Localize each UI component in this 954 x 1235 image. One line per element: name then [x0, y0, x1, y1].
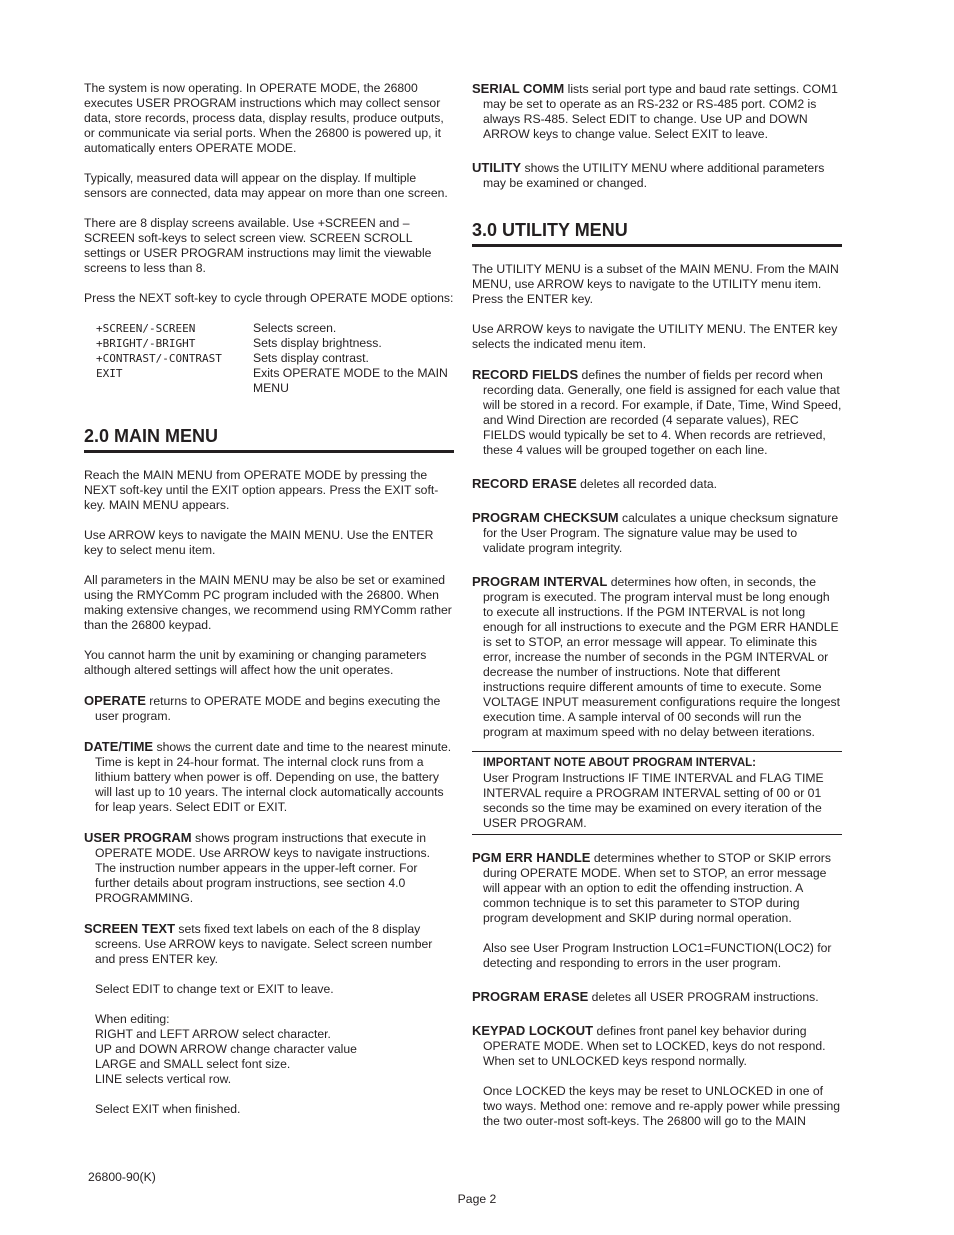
page-number: Page 2	[457, 1192, 497, 1206]
term-text: calculates a unique checksum signature for the User Program. The signature value may be used to validate program integrity.	[483, 511, 839, 555]
editing-line: LINE selects vertical row.	[95, 1072, 232, 1086]
note-title: IMPORTANT NOTE ABOUT PROGRAM INTERVAL:	[483, 757, 757, 769]
term-label: OPERATE	[84, 693, 146, 708]
term-label: SCREEN TEXT	[84, 921, 176, 936]
intro-paragraph: Typically, measured data will appear on the display. If multiple sensors are connected, data may appear on more than one screen.	[84, 171, 448, 200]
utility-paragraph: The UTILITY MENU is a subset of the MAIN MENU. From the MAIN MENU, use ARROW keys to navigate to the UTILITY menu item. Press the ENTER key.	[472, 262, 839, 306]
utility-paragraph: Use ARROW keys to navigate the UTILITY MENU. The ENTER key selects the indicated menu item.	[472, 322, 838, 351]
term-text: defines front panel key behavior during OPERATE MODE. When set to LOCKED, keys do not respond. When set to UNLOCKED keys respond normally.	[483, 1024, 826, 1068]
main-menu-paragraph: All parameters in the MAIN MENU may be also be set or examined using the RMYComm PC program included with the 26800. When making extensive changes, we recommend using RMYComm rather than the 26800 keypad.	[84, 573, 452, 632]
operate-options-list	[96, 321, 454, 396]
screen-text-editing-list	[84, 1012, 454, 1087]
term-text: deletes all recorded data.	[576, 477, 717, 491]
intro-paragraph: There are 8 display screens available. Use +SCREEN and –SCREEN soft-keys to select screen view. SCREEN SCROLL settings or USER PROGRAM instructions may limit the viewable screens to less than 8.	[84, 216, 432, 275]
menu-item-record-fields	[472, 367, 842, 458]
term-text: defines the number of fields per record when recording data. Generally, one field is assigned for each value that will be stored in a record. For example, if Date, Time, Wind Speed, and Wind Direction are recorded (4 separate values), REC FIELDS would typically be set to 4. When records are retrieved, these 4 values will be grouped together on each line.	[483, 368, 842, 457]
option-key: +SCREEN/-SCREEN	[96, 322, 196, 335]
term-label: KEYPAD LOCKOUT	[472, 1023, 594, 1038]
term-text: sets fixed text labels on each of the 8 display screens. Use ARROW keys to navigate. Select screen number and press ENTER key.	[95, 922, 433, 966]
term-text: deletes all USER PROGRAM instructions.	[588, 990, 819, 1004]
screen-text-select: Select EDIT to change text or EXIT to leave.	[95, 982, 334, 996]
option-desc: Exits OPERATE MODE to the MAIN MENU	[253, 366, 448, 395]
term-label: PGM ERR HANDLE	[472, 850, 591, 865]
menu-item-screen-text	[84, 921, 454, 967]
option-key: EXIT	[96, 367, 123, 380]
term-text: returns to OPERATE MODE and begins executing the user program.	[95, 694, 441, 723]
menu-item-serial-comm	[472, 81, 842, 142]
menu-item-program-interval	[472, 574, 842, 740]
term-text: shows program instructions that execute in OPERATE MODE. Use ARROW keys to navigate instructions. The instruction number appears in the upper-left corner. For further details about program instructions, see section 4.0 PROGRAMMING.	[95, 831, 431, 905]
left-column	[84, 81, 454, 1132]
option-desc: Sets display contrast.	[253, 351, 369, 365]
option-row	[96, 321, 454, 336]
option-row	[96, 336, 454, 351]
term-text: shows the UTILITY MENU where additional parameters may be examined or changed.	[483, 161, 825, 190]
section-heading-main-menu: 2.0 MAIN MENU	[84, 425, 454, 453]
term-text: determines how often, in seconds, the program is executed. The program interval must be long enough to execute all instructions. If the PGM INTERVAL is not long enough for all instructions to execute and the PGM ERR HANDLE is set to STOP, an error message will appear. To eliminate this error, increase the number of seconds in the PGM INTERVAL or decrease the number of instructions. Note that different instructions require different amounts of time to execute. Some VOLTAGE INPUT measurement configurations require the longest execution time. A sample interval of 00 seconds will run the program at maximum speed with no delay between iterations.	[483, 575, 840, 739]
term-text: lists serial port type and baud rate settings. COM1 may be set to operate as an RS-232 or RS-485 port. COM2 is always RS-485. Select EDIT to change. Use UP and DOWN ARROW keys to change value. Select EXIT to leave.	[483, 82, 838, 141]
editing-line: RIGHT and LEFT ARROW select character.	[95, 1027, 331, 1041]
screen-text-finish: Select EXIT when finished.	[95, 1102, 241, 1116]
term-label: UTILITY	[472, 160, 522, 175]
term-label: SERIAL COMM	[472, 81, 565, 96]
editing-line: UP and DOWN ARROW change character value	[95, 1042, 357, 1056]
term-label: RECORD ERASE	[472, 476, 577, 491]
menu-item-pgm-err-handle	[472, 850, 842, 926]
main-menu-paragraph: Reach the MAIN MENU from OPERATE MODE by pressing the NEXT soft-key until the EXIT option appears. Press the EXIT soft-key. MAIN MENU appears.	[84, 468, 439, 512]
program-interval-note	[472, 751, 842, 835]
menu-item-program-erase	[472, 989, 842, 1005]
intro-paragraph: The system is now operating. In OPERATE MODE, the 26800 executes USER PROGRAM instructions which may collect sensor data, store records, process data, display results, produce outputs, or communicate via serial ports. When the 26800 is powered up, it automatically enters OPERATE MODE.	[84, 81, 444, 155]
option-row	[96, 351, 454, 366]
term-text: shows the current date and time to the nearest minute. Time is kept in 24-hour format. The internal clock runs from a lithium battery when power is off. Depending on use, the battery will last up to 10 years. The internal clock automatically accounts for leap years. Select EDIT or EXIT.	[95, 740, 452, 814]
option-key: +CONTRAST/-CONTRAST	[96, 352, 222, 365]
main-menu-paragraph: Use ARROW keys to navigate the MAIN MENU. Use the ENTER key to select menu item.	[84, 528, 434, 557]
menu-item-keypad-lockout	[472, 1023, 842, 1069]
spacer	[472, 206, 842, 219]
editing-line: LARGE and SMALL select font size.	[95, 1057, 291, 1071]
term-label: PROGRAM ERASE	[472, 989, 589, 1004]
option-key: +BRIGHT/-BRIGHT	[96, 337, 196, 350]
document-number: 26800-90(K)	[88, 1170, 156, 1184]
pgm-err-extra: Also see User Program Instruction LOC1=FUNCTION(LOC2) for detecting and responding to errors in the user program.	[483, 941, 832, 970]
main-menu-paragraph: You cannot harm the unit by examining or changing parameters although altered settings will affect how the unit operates.	[84, 648, 427, 677]
right-column	[472, 81, 842, 1144]
term-text: determines whether to STOP or SKIP errors during OPERATE MODE. When set to STOP, an error message will appear with an option to edit the offending instruction. A common technique is to set this parameter to STOP during program development and SKIP during normal operation.	[483, 851, 831, 925]
term-label: USER PROGRAM	[84, 830, 192, 845]
menu-item-utility	[472, 160, 842, 191]
term-label: PROGRAM CHECKSUM	[472, 510, 619, 525]
intro-paragraph: Press the NEXT soft-key to cycle through OPERATE MODE options:	[84, 291, 454, 305]
menu-item-date-time	[84, 739, 454, 815]
editing-line: When editing:	[95, 1012, 170, 1026]
keypad-extra: Once LOCKED the keys may be reset to UNLOCKED in one of two ways. Method one: remove and re-apply power while pressing the two outer-most soft-keys. The 26800 will go to the MAIN	[483, 1084, 841, 1128]
spacer	[84, 411, 454, 425]
term-label: RECORD FIELDS	[472, 367, 579, 382]
menu-item-program-checksum	[472, 510, 842, 556]
menu-item-record-erase	[472, 476, 842, 492]
section-heading-utility-menu: 3.0 UTILITY MENU	[472, 219, 842, 247]
note-text: User Program Instructions IF TIME INTERVAL and FLAG TIME INTERVAL require a PROGRAM INTERVAL setting of 00 or 01 seconds so the time may be examined on every iteration of the USER PROGRAM.	[483, 771, 824, 830]
option-desc: Sets display brightness.	[253, 336, 382, 350]
menu-item-user-program	[84, 830, 454, 906]
option-desc: Selects screen.	[253, 321, 337, 335]
menu-item-operate	[84, 693, 454, 724]
option-row	[96, 366, 454, 396]
term-label: PROGRAM INTERVAL	[472, 574, 608, 589]
term-label: DATE/TIME	[84, 739, 154, 754]
